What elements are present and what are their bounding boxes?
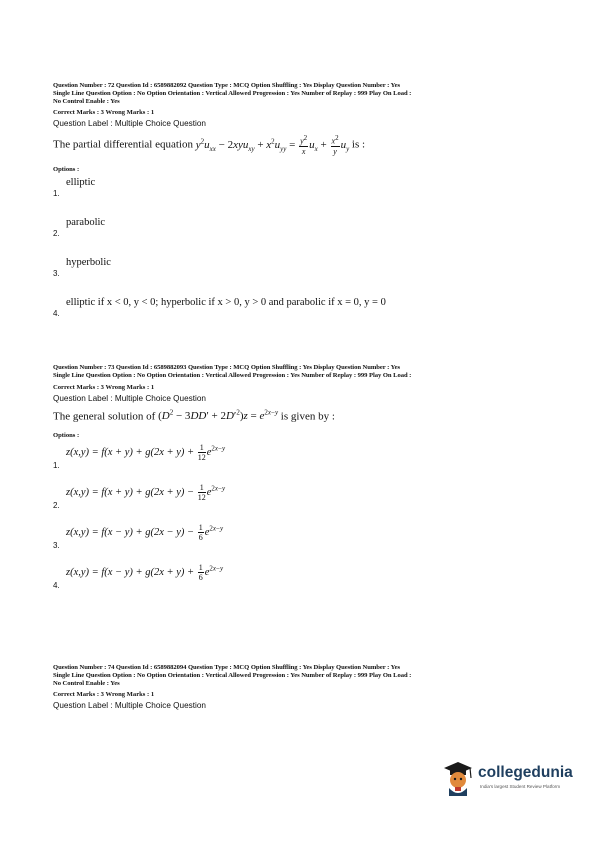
question-72 [53, 82, 553, 337]
logo-tagline: India's largest Student Review Platform [480, 784, 561, 789]
exponential: e [206, 447, 212, 459]
fraction-denominator: 12 [197, 493, 206, 503]
option-formula: z(x,y) = f(x + y) + g(2x + y) + $\frac{1}{12}$ $e^{2x-y}$ [66, 443, 226, 463]
fraction-numerator: 1 [199, 443, 204, 453]
marks: Correct Marks : 3 Wrong Marks : 1 [53, 383, 155, 391]
formula-lhs: z(x,y) = f(x + y) + g(2x + y) + [66, 447, 195, 459]
fraction-numerator: 1 [198, 523, 203, 533]
formula-lhs: z(x,y) = f(x + y) + g(2x + y) − [66, 487, 195, 499]
fraction-denominator: 6 [198, 573, 203, 583]
option-3[interactable] [53, 257, 553, 297]
question-meta [53, 364, 553, 380]
meta-line: Single Line Question Option : No Option Orientation : Vertical Allowed Progression : Yes Number of Replay : 999 Play On Load : [53, 671, 412, 679]
option-number: 2. [53, 501, 60, 511]
option-formula: z(x,y) = f(x + y) + g(2x + y) − $\frac{1}{12}$ $e^{2x-y}$ [66, 483, 226, 503]
option-text: elliptic if x < 0, y < 0; hyperbolic if x > 0, y > 0 and parabolic if x = 0, y = 0 [66, 297, 386, 309]
exponential: e [204, 567, 210, 579]
logo-wordmark: collegedunia [478, 764, 573, 781]
option-4[interactable] [53, 563, 553, 603]
options-list [53, 443, 553, 603]
option-1[interactable] [53, 177, 553, 217]
option-text: parabolic [66, 217, 106, 229]
option-4[interactable] [53, 297, 553, 337]
fraction-denominator: 6 [198, 533, 203, 543]
meta-line: Question Number : 73 Question Id : 6589882093 Question Type : MCQ Option Shuffling : Yes Display Question Number : Yes [53, 364, 401, 371]
fraction-denominator: 12 [197, 453, 206, 463]
graduate-mascot-icon [440, 758, 476, 800]
option-3[interactable] [53, 523, 553, 563]
option-text: elliptic [66, 177, 96, 189]
collegedunia-logo [440, 758, 580, 802]
meta-line: Question Number : 72 Question Id : 6589882092 Question Type : MCQ Option Shuffling : Yes Display Question Number : Yes [53, 82, 401, 89]
option-number: 2. [53, 229, 60, 239]
option-formula: z(x,y) = f(x − y) + g(2x − y) − $\frac{1}{6}$ $e^{2x-y}$ [66, 523, 224, 543]
question-73 [53, 364, 553, 603]
statement-text: is : [351, 138, 366, 151]
option-formula: z(x,y) = f(x − y) + g(2x + y) + $\frac{1}{6}$ $e^{2x-y}$ [66, 563, 224, 583]
question-label: Question Label : Multiple Choice Question [53, 119, 206, 129]
statement-text: The partial differential equation [53, 138, 193, 151]
equation: $(D^2 - 3DD' + 2D'^2)z = e^{2x-y}$ [158, 408, 279, 423]
exponential: e [204, 527, 210, 539]
option-number: 3. [53, 541, 60, 551]
option-number: 3. [53, 269, 60, 279]
question-statement [53, 409, 553, 423]
question-74 [53, 664, 553, 710]
fraction-numerator: 1 [198, 563, 203, 573]
option-2[interactable] [53, 483, 553, 523]
meta-line: Single Line Question Option : No Option Orientation : Vertical Allowed Progression : Yes Number of Replay : 999 Play On Load : [53, 89, 412, 97]
marks: Correct Marks : 3 Wrong Marks : 1 [53, 691, 155, 699]
option-text: hyperbolic [66, 257, 111, 269]
meta-line: Single Line Question Option : No Option Orientation : Vertical Allowed Progression : Yes Number of Replay : 999 Play On Load : [53, 371, 412, 379]
option-1[interactable] [53, 443, 553, 483]
fraction-numerator: 1 [199, 483, 204, 493]
question-label: Question Label : Multiple Choice Question [53, 701, 206, 711]
options-list [53, 177, 553, 337]
option-number: 1. [53, 461, 60, 471]
option-2[interactable] [53, 217, 553, 257]
question-meta [53, 82, 553, 105]
marks: Correct Marks : 3 Wrong Marks : 1 [53, 109, 155, 117]
statement-text: is given by : [280, 410, 335, 423]
question-label: Question Label : Multiple Choice Question [53, 393, 206, 403]
option-number: 4. [53, 581, 60, 591]
meta-line: No Control Enable : Yes [53, 679, 120, 687]
exponential: e [206, 487, 212, 499]
question-statement [53, 134, 553, 156]
question-meta [53, 664, 553, 687]
statement-text: The general solution of [53, 410, 156, 423]
formula-lhs: z(x,y) = f(x − y) + g(2x − y) − [66, 527, 195, 539]
option-number: 1. [53, 189, 60, 199]
equation: $y^2u_{xx} - 2xyu_{xy} + x^2u_{yy}$ = $\frac{y^2}{x}$ $u_x$ + $\frac{x^2}{y}$ $u_y$ [195, 134, 350, 157]
options-heading: Options : [53, 166, 80, 174]
option-number: 4. [53, 309, 60, 319]
meta-line: No Control Enable : Yes [53, 97, 120, 105]
formula-lhs: z(x,y) = f(x − y) + g(2x + y) + [66, 567, 195, 579]
meta-line: Question Number : 74 Question Id : 6589882094 Question Type : MCQ Option Shuffling : Yes Display Question Number : Yes [53, 664, 401, 671]
options-heading: Options : [53, 432, 80, 440]
